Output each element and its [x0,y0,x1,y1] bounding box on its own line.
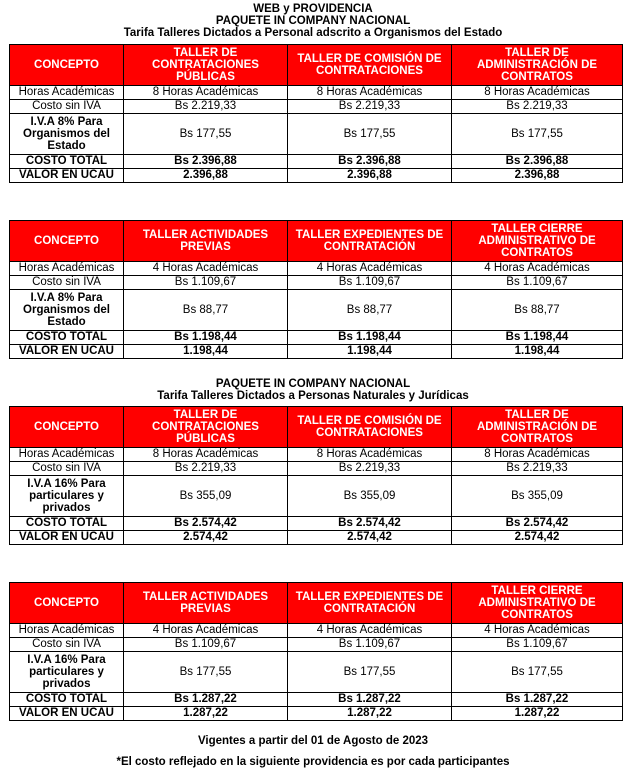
row-costo-sin-iva-value-3: Bs 1.109,67 [452,276,623,290]
footer-vigencia: Vigentes a partir del 01 de Agosto de 2023 [197,735,429,747]
row-iva-value-1: Bs 177,55 [124,652,288,693]
row-costo-total-value-1: Bs 2.396,88 [124,155,288,169]
row-valor-ucau-value-3: 2.574,42 [452,531,623,545]
row-iva-value-2: Bs 177,55 [288,652,452,693]
footer-nota: *El costo reflejado en la siguiente providencia es por cada participantes [116,756,510,768]
row-valor-ucau-value-3: 1.198,44 [452,345,623,359]
row-costo-total-value-2: Bs 1.198,44 [288,331,452,345]
row-horas [10,262,623,276]
row-costo-total [10,155,623,169]
row-iva-value-2: Bs 355,09 [288,476,452,517]
row-iva-label: I.V.A 16% Para particulares y privados [10,476,124,517]
tarifa-table-2 [9,220,623,359]
row-costo-total-value-2: Bs 2.396,88 [288,155,452,169]
row-valor-ucau-value-2: 2.574,42 [288,531,452,545]
row-horas-label: Horas Académicas [10,262,124,276]
row-valor-ucau-label: VALOR EN UCAU [10,345,124,359]
row-costo-sin-iva-label: Costo sin IVA [10,462,124,476]
row-iva-label: I.V.A 8% Para Organismos del Estado [10,114,124,155]
row-costo-sin-iva-label: Costo sin IVA [10,638,124,652]
row-costo-total-value-3: Bs 1.198,44 [452,331,623,345]
row-iva-value-2: Bs 177,55 [288,114,452,155]
header-taller-3: TALLER CIERRE ADMINISTRATIVO DE CONTRATOS [452,583,623,624]
row-valor-ucau-value-2: 1.287,22 [288,707,452,721]
row-iva [10,476,623,517]
tarifa-table-3 [9,406,623,545]
row-costo-sin-iva-label: Costo sin IVA [10,100,124,114]
header-taller-1: TALLER ACTIVIDADES PREVIAS [124,221,288,262]
row-costo-sin-iva-value-2: Bs 2.219,33 [288,462,452,476]
row-horas-value-1: 4 Horas Académicas [124,624,288,638]
row-horas-value-1: 8 Horas Académicas [124,448,288,462]
row-horas-value-3: 4 Horas Académicas [452,262,623,276]
row-costo-total-label: COSTO TOTAL [10,331,124,345]
row-costo-total-value-3: Bs 1.287,22 [452,693,623,707]
row-costo-sin-iva-value-2: Bs 1.109,67 [288,638,452,652]
table-header-row [10,221,623,262]
header-paquete-title-2: PAQUETE IN COMPANY NACIONAL [215,378,411,390]
row-costo-sin-iva-value-3: Bs 1.109,67 [452,638,623,652]
header-taller-2: TALLER EXPEDIENTES DE CONTRATACIÓN [288,583,452,624]
row-horas [10,448,623,462]
row-costo-total-label: COSTO TOTAL [10,517,124,531]
row-costo-sin-iva-value-1: Bs 2.219,33 [124,462,288,476]
row-valor-ucau-label: VALOR EN UCAU [10,707,124,721]
row-costo-total-value-2: Bs 1.287,22 [288,693,452,707]
row-valor-ucau-value-3: 2.396,88 [452,169,623,183]
header-tarifa-subtitle: Tarifa Talleres Dictados a Personal adscrito a Organismos del Estado [123,27,503,39]
row-horas-value-1: 4 Horas Académicas [124,262,288,276]
row-horas-label: Horas Académicas [10,86,124,100]
row-costo-total-label: COSTO TOTAL [10,155,124,169]
row-valor-ucau-value-1: 1.287,22 [124,707,288,721]
header-taller-1: TALLER DE CONTRATACIONES PÚBLICAS [124,45,288,86]
row-iva-value-3: Bs 177,55 [452,652,623,693]
table-header-row [10,45,623,86]
row-valor-ucau-value-2: 1.198,44 [288,345,452,359]
row-iva-value-1: Bs 88,77 [124,290,288,331]
row-costo-total-value-3: Bs 2.396,88 [452,155,623,169]
row-horas-value-1: 8 Horas Académicas [124,86,288,100]
header-tarifa-subtitle-2: Tarifa Talleres Dictados a Personas Naturales y Jurídicas [157,390,469,402]
row-valor-ucau-label: VALOR EN UCAU [10,169,124,183]
header-taller-1: TALLER DE CONTRATACIONES PÚBLICAS [124,407,288,448]
row-iva-value-1: Bs 355,09 [124,476,288,517]
row-iva [10,290,623,331]
row-horas-label: Horas Académicas [10,448,124,462]
row-horas-value-3: 8 Horas Académicas [452,448,623,462]
header-concepto: CONCEPTO [10,407,124,448]
header-concepto: CONCEPTO [10,583,124,624]
header-taller-3: TALLER DE ADMINISTRACIÓN DE CONTRATOS [452,407,623,448]
row-valor-ucau [10,707,623,721]
row-costo-sin-iva-value-3: Bs 2.219,33 [452,462,623,476]
row-valor-ucau-value-1: 2.574,42 [124,531,288,545]
row-costo-sin-iva [10,638,623,652]
row-iva [10,114,623,155]
row-horas-value-2: 4 Horas Académicas [288,624,452,638]
row-iva-value-2: Bs 88,77 [288,290,452,331]
row-horas-value-2: 4 Horas Académicas [288,262,452,276]
table-header-row [10,583,623,624]
row-costo-sin-iva-value-2: Bs 1.109,67 [288,276,452,290]
row-iva-value-3: Bs 355,09 [452,476,623,517]
header-paquete-title: PAQUETE IN COMPANY NACIONAL [215,15,411,27]
row-valor-ucau [10,169,623,183]
row-costo-sin-iva [10,462,623,476]
row-costo-sin-iva-value-1: Bs 1.109,67 [124,638,288,652]
row-valor-ucau [10,345,623,359]
row-horas-label: Horas Académicas [10,624,124,638]
header-taller-3: TALLER DE ADMINISTRACIÓN DE CONTRATOS [452,45,623,86]
header-concepto: CONCEPTO [10,45,124,86]
row-horas-value-3: 8 Horas Académicas [452,86,623,100]
row-valor-ucau-value-3: 1.287,22 [452,707,623,721]
row-costo-total [10,331,623,345]
header-concepto: CONCEPTO [10,221,124,262]
header-taller-2: TALLER DE COMISIÓN DE CONTRATACIONES [288,45,452,86]
row-valor-ucau-value-1: 2.396,88 [124,169,288,183]
row-iva-value-3: Bs 88,77 [452,290,623,331]
tarifa-table-1 [9,44,623,183]
header-personas [0,378,626,402]
header-web-providencia: WEB y PROVIDENCIA [253,3,373,15]
row-valor-ucau [10,531,623,545]
row-horas-value-2: 8 Horas Académicas [288,86,452,100]
header-taller-1: TALLER ACTIVIDADES PREVIAS [124,583,288,624]
row-costo-sin-iva-value-1: Bs 1.109,67 [124,276,288,290]
row-valor-ucau-value-2: 2.396,88 [288,169,452,183]
row-costo-total-label: COSTO TOTAL [10,693,124,707]
row-horas-value-2: 8 Horas Académicas [288,448,452,462]
row-iva-value-1: Bs 177,55 [124,114,288,155]
header-organismos [0,3,626,39]
row-costo-total [10,693,623,707]
row-horas [10,624,623,638]
row-costo-total-value-1: Bs 2.574,42 [124,517,288,531]
row-costo-total-value-1: Bs 1.287,22 [124,693,288,707]
table-header-row [10,407,623,448]
header-taller-2: TALLER DE COMISIÓN DE CONTRATACIONES [288,407,452,448]
row-costo-total-value-1: Bs 1.198,44 [124,331,288,345]
row-costo-total [10,517,623,531]
row-costo-sin-iva-value-1: Bs 2.219,33 [124,100,288,114]
header-taller-2: TALLER EXPEDIENTES DE CONTRATACIÓN [288,221,452,262]
row-horas-value-3: 4 Horas Académicas [452,624,623,638]
row-costo-total-value-2: Bs 2.574,42 [288,517,452,531]
row-iva-label: I.V.A 16% Para particulares y privados [10,652,124,693]
row-iva-value-3: Bs 177,55 [452,114,623,155]
row-iva-label: I.V.A 8% Para Organismos del Estado [10,290,124,331]
row-valor-ucau-value-1: 1.198,44 [124,345,288,359]
row-costo-sin-iva-value-2: Bs 2.219,33 [288,100,452,114]
tarifa-table-4 [9,582,623,721]
row-costo-sin-iva-label: Costo sin IVA [10,276,124,290]
row-horas [10,86,623,100]
row-iva [10,652,623,693]
row-costo-sin-iva-value-3: Bs 2.219,33 [452,100,623,114]
header-taller-3: TALLER CIERRE ADMINISTRATIVO DE CONTRATOS [452,221,623,262]
row-costo-total-value-3: Bs 2.574,42 [452,517,623,531]
row-costo-sin-iva [10,100,623,114]
row-valor-ucau-label: VALOR EN UCAU [10,531,124,545]
row-costo-sin-iva [10,276,623,290]
